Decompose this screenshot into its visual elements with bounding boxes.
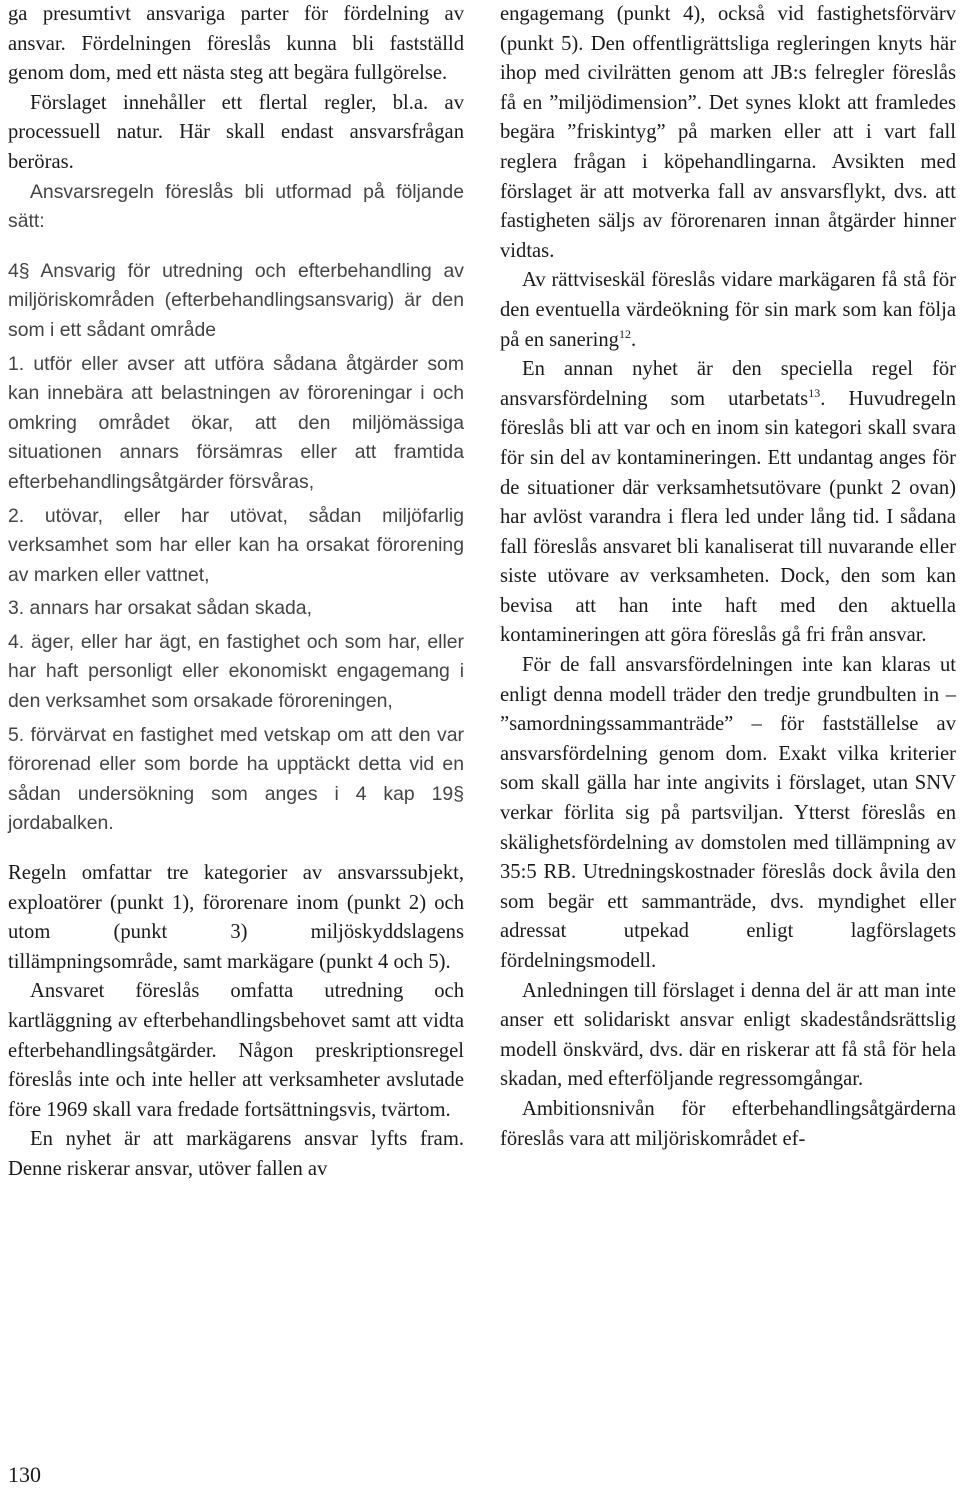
right-column (500, 0, 956, 1154)
footnote-ref-12: 12 (618, 326, 631, 341)
reason-paragraph: Anledningen till förslaget i denna del är att man inte anser ett solidariskt ansvar enligt skadeståndsrättslig modell önskvärd, dvs. där en riskerar att få stå för hela skadan, med efterföljande regressomgångar. (500, 979, 956, 1091)
law-item-5: 5. förvärvat en fastighet med vetskap om att den var förorenad eller som borde ha upptäckt detta vid en sådan undersökning som anges i 4 kap 19§ jordabalken. (8, 723, 464, 835)
responsibility-scope-paragraph: Ansvaret föreslås omfatta utredning och kartläggning av efterbehandlingsbehovet samt att vidta efterbehandlingsåtgärder. Någon preskriptionsregel föreslås inte och inte heller att verksamheter avslutade före 1969 skall vara fredade fortsättningsvis, tvärtom. (8, 980, 464, 1121)
value-increase-text: Av rättviseskäl föreslås vidare markägaren få stå för den eventuella värdeökning för sin mark som kan följa på en sanering (500, 269, 956, 351)
categories-paragraph: Regeln omfattar tre kategorier av ansvarssubjekt, exploatörer (punkt 1), förorenare inom (punkt 2) och utom (punkt 3) miljöskyddslagens tillämpningsområde, samt markägare (punkt 4 och 5). (8, 862, 464, 973)
allocation-rule-paragraph (500, 355, 956, 651)
allocation-rule-text-b: . Huvudregeln föreslås bli att var och en inom sin kategori skall svara för sin del av kontamineringen. Ett undantag anges för de situationer där verksamhetsutövare (punkt 2 ovan) har avlöst varandra i flera led under lång tid. I sådana fall föreslås ansvaret bli kanaliserat till nuvarande eller siste utövare av verksamheten. Dock, den som kan bevisa att han inte haft med den aktuella kontamineringen att göra föreslås gå fri från ansvar. (500, 387, 956, 647)
landowner-paragraph: En nyhet är att markägarens ansvar lyfts fram. Denne riskerar ansvar, utöver fallen av (8, 1128, 464, 1180)
value-increase-end: . (630, 328, 637, 351)
law-item-1: 1. utför eller avser att utföra sådana åtgärder som kan innebära att belastningen av föroreningar i och omkring området ökar, att den miljömässiga situationen annars försämras eller att framtida efterbehandlingsåtgärder försvåras, (8, 352, 464, 493)
law-item-4: 4. äger, eller har ägt, en fastighet och som har, eller har haft personligt eller ekonomiskt engagemang i den verksamhet som orsakade föroreningen, (8, 630, 464, 713)
intro-paragraph: ga presumtivt ansvariga parter för fördelning av ansvar. Fördelningen föreslås kunna bli fastställd genom dom, med ett nästa steg att begära fullgörelse. (8, 3, 464, 85)
value-increase-paragraph (500, 266, 956, 355)
continuation-paragraph: engagemang (punkt 4), också vid fastighetsförvärv (punkt 5). Den offentligrättsliga regleringen knyts här ihop med civilrätten genom att JB:s felregler föreslås få en ”miljödimension”. Det synes klokt att framledes begära ”friskintyg” på marken eller att i vart fall reglera frågan i köpehandlingarna. Avsikten med förslaget är att motverka fall av ansvarsflykt, dvs. att fastigheten säljs av förorenaren innan åtgärder hinner vidtas. (500, 3, 956, 262)
law-section-intro: 4§ Ansvarig för utredning och efterbehandling av miljöriskområden (efterbehandlingsansvarig) är den som i ett sådant område (8, 259, 464, 341)
proposal-paragraph: Förslaget innehåller ett flertal regler, bl.a. av processuell natur. Här skall endast ansvarsfrågan beröras. (8, 91, 464, 173)
left-column (8, 0, 464, 1185)
allocation-rule-text-a: En annan nyhet är den speciella regel för ansvarsfördelning som utarbetats (500, 358, 956, 410)
rule-intro-paragraph: Ansvarsregeln föreslås bli utformad på följande sätt: (8, 180, 464, 233)
footnote-ref-13: 13 (808, 385, 821, 400)
law-item-2: 2. utövar, eller har utövat, sådan miljöfarlig verksamhet som har eller kan ha orsakat förorening av marken eller vattnet, (8, 504, 464, 586)
page-number: 130 (8, 1462, 41, 1487)
ambition-paragraph: Ambitionsnivån för efterbehandlingsåtgärderna föreslås vara att miljöriskområdet ef- (500, 1097, 956, 1150)
law-item-3: 3. annars har orsakat sådan skada, (8, 597, 312, 620)
coordination-meeting-paragraph: För de fall ansvarsfördelningen inte kan klaras ut enligt denna modell träder den tredje grundbulten in – ”samordningssammanträde” – för fastställelse av ansvarsfördelning genom dom. Exakt vilka kriterier som skall gälla har inte angivits i förslaget, utan SNV verkar förlita sig på partsviljan. Ytterst föreslås en skälighetsfördelning av domstolen med tillämpning av 35:5 RB. Utredningskostnader föreslås dock åvila den som begär ett sammanträde, dvs. myndighet eller adressat utpekad enligt lagförslagets fördelningsmodell. (500, 654, 956, 972)
